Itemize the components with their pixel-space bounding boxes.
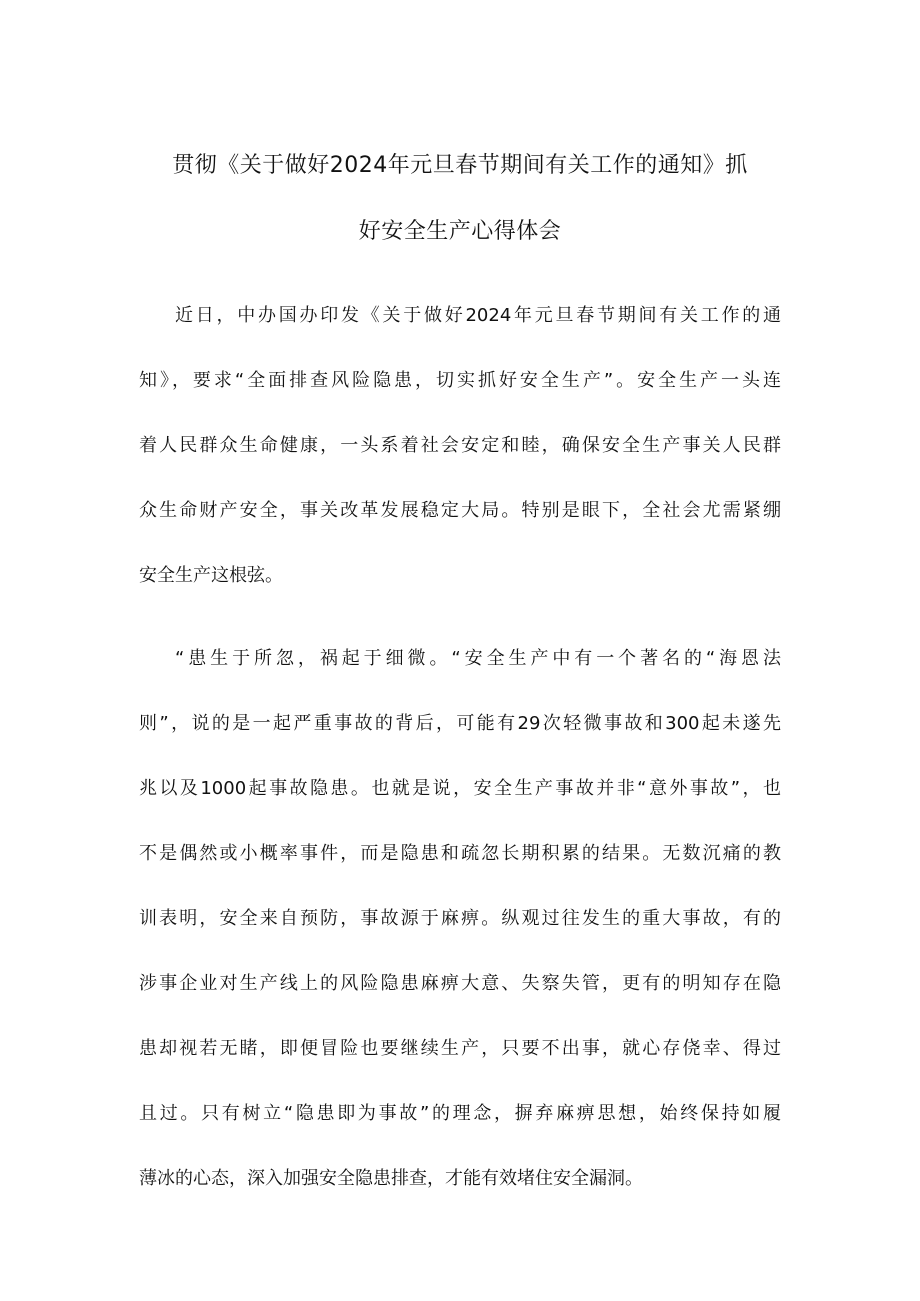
paragraph-2-line-6: 涉事企业对生产线上的风险隐患麻痹大意、失察失管，更有的明知存在隐 xyxy=(139,973,781,994)
document-title-line-2: 好安全生产心得体会 xyxy=(358,219,562,244)
paragraph-2-line-7: 患却视若无睹，即便冒险也要继续生产，只要不出事，就心存侥幸、得过 xyxy=(139,1038,781,1059)
paragraph-1-line-2: 知》，要求“全面排查风险隐患，切实抓好安全生产”。安全生产一头连 xyxy=(139,370,781,391)
paragraph-1-line-4: 众生命财产安全，事关改革发展稳定大局。特别是眼下，全社会尤需紧绷 xyxy=(139,500,781,521)
paragraph-1-line-3: 着人民群众生命健康，一头系着社会安定和睦，确保安全生产事关人民群 xyxy=(139,435,781,456)
paragraph-2-line-8: 且过。只有树立“隐患即为事故”的理念，摒弃麻痹思想，始终保持如履 xyxy=(139,1103,781,1124)
paragraph-2-line-4: 不是偶然或小概率事件，而是隐患和疏忽长期积累的结果。无数沉痛的教 xyxy=(139,843,781,864)
paragraph-2-line-5: 训表明，安全来自预防，事故源于麻痹。纵观过往发生的重大事故，有的 xyxy=(139,908,781,929)
paragraph-2-line-2: 则”，说的是一起严重事故的背后，可能有29次轻微事故和300起未遂先 xyxy=(139,713,781,734)
paragraph-1-line-1: 近日，中办国办印发《关于做好2024年元旦春节期间有关工作的通 xyxy=(175,305,781,326)
paragraph-1-line-5: 安全生产这根弦。 xyxy=(139,565,283,586)
document-title-line-1: 贯彻《关于做好2024年元旦春节期间有关工作的通知》抓 xyxy=(172,153,748,178)
paragraph-2-line-9: 薄冰的心态，深入加强安全隐患排查，才能有效堵住安全漏洞。 xyxy=(139,1168,643,1189)
paragraph-2-line-3: 兆以及1000起事故隐患。也就是说，安全生产事故并非“意外事故”，也 xyxy=(139,778,781,799)
paragraph-2-line-1: “患生于所忽，祸起于细微。“安全生产中有一个著名的“海恩法 xyxy=(175,648,781,669)
